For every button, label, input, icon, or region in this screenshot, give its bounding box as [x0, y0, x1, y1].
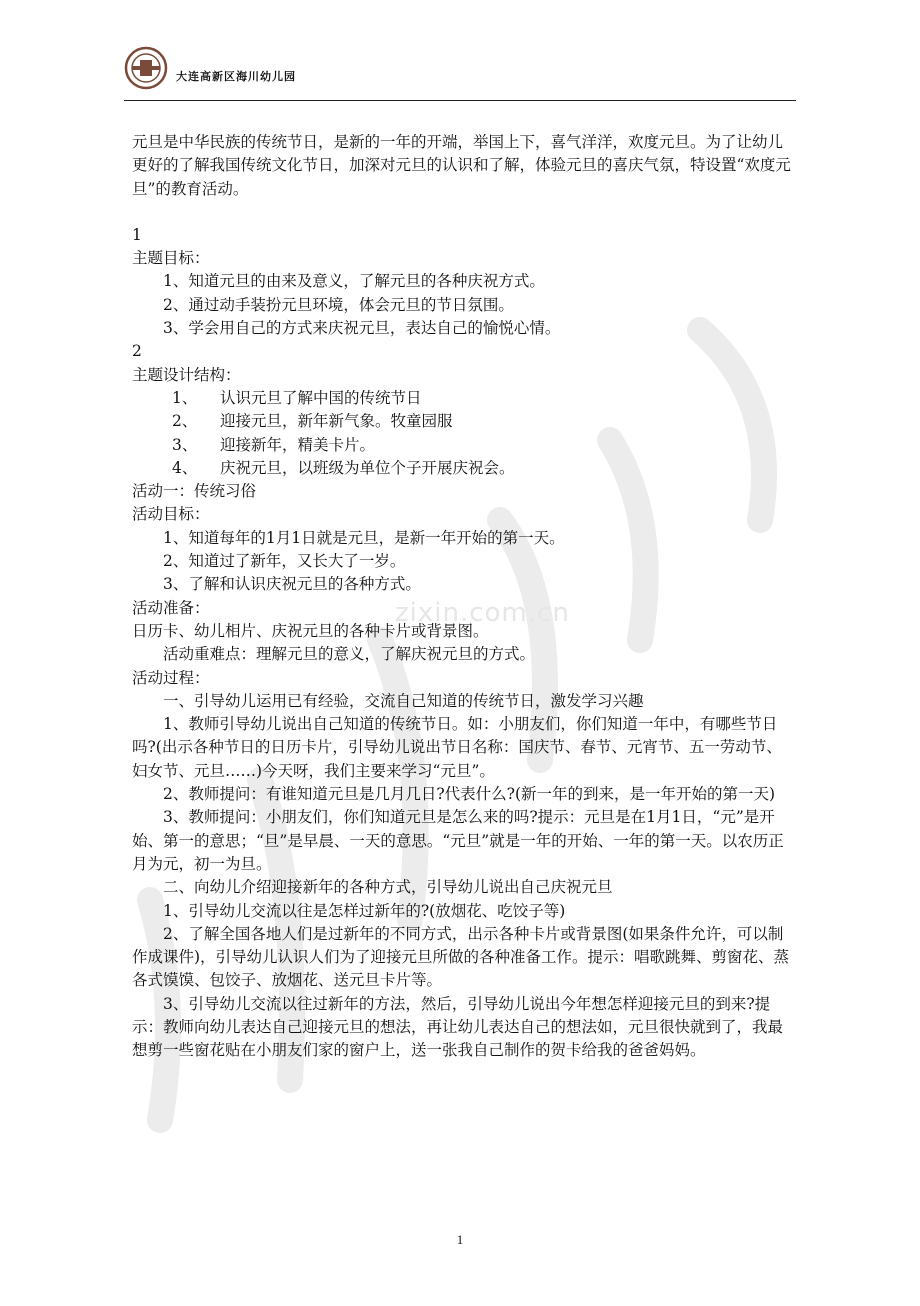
watermark-text: zixin.com.cn — [395, 598, 570, 628]
activity-goal: 3、了解和认识庆祝元旦的各种方式。 — [163, 575, 421, 594]
goal-item: 3、学会用自己的方式来庆祝元旦，表达自己的愉悦心情。 — [163, 319, 561, 338]
process-step: 二、向幼儿介绍迎接新年的各种方式，引导幼儿说出自己庆祝元旦 — [163, 878, 613, 897]
section-heading: 主题设计结构： — [132, 365, 241, 384]
section-heading: 主题目标： — [132, 249, 210, 268]
structure-item — [132, 387, 792, 410]
structure-item-number: 3、 — [172, 435, 198, 454]
activity-goal: 1、知道每年的1月1日就是元旦，是新一年开始的第一天。 — [163, 528, 565, 547]
activity-title: 活动一：传统习俗 — [132, 482, 257, 501]
org-name: 大连高新区海川幼儿园 — [176, 70, 296, 83]
process-step: 1、教师引导幼儿说出自己知道的传统节日。如：小朋友们，你们知道一年中，有哪些节日吗?(出示各种节日的日历卡片，引导幼儿说出节日名称：国庆节、春节、元宵节、五一劳动节、妇女节、元旦……)今天呀，我们主要来学习“元旦”。 — [132, 715, 782, 780]
school-logo-icon — [124, 46, 168, 90]
process-step: 2、教师提问：有谁知道元旦是几月几日?代表什么?(新一年的到来，是一年开始的第一天) — [163, 785, 776, 804]
prep-heading: 活动准备： — [132, 598, 210, 617]
process-step: 2、了解全国各地人们是过新年的不同方式，出示各种卡片或背景图(如果条件允许，可以制作成课件)，引导幼儿认识人们为了迎接元旦所做的各种准备工作。提示：唱歌跳舞、剪窗花、蒸各式馍馍、包饺子、放烟花、送元旦卡片等。 — [132, 924, 790, 990]
difficulty-text: 活动重难点：理解元旦的意义，了解庆祝元旦的方式。 — [163, 645, 536, 664]
section-number: 2 — [132, 342, 142, 361]
structure-item — [132, 410, 792, 433]
process-step: 1、引导幼儿交流以往是怎样过新年的?(放烟花、吃饺子等) — [163, 901, 566, 920]
process-step: 一、引导幼儿运用已有经验，交流自己知道的传统节日，激发学习兴趣 — [163, 691, 644, 710]
structure-item-text: 迎接元旦，新年新气象。牧童园服 — [220, 412, 453, 431]
page-number: 1 — [456, 1232, 464, 1247]
document-body — [132, 131, 792, 1063]
goal-item: 1、知道元旦的由来及意义，了解元旦的各种庆祝方式。 — [163, 272, 545, 291]
activity-goal: 2、知道过了新年，又长大了一岁。 — [163, 552, 406, 571]
structure-item — [132, 457, 792, 480]
structure-item-text: 庆祝元旦，以班级为单位个子开展庆祝会。 — [220, 458, 515, 477]
structure-item-text: 认识元旦了解中国的传统节日 — [220, 388, 422, 407]
structure-item-number: 2、 — [172, 412, 198, 431]
section-number: 1 — [132, 225, 142, 244]
process-step: 3、引导幼儿交流以往过新年的方法，然后，引导幼儿说出今年想怎样迎接元旦的到来?提示：教师向幼儿表达自己迎接元旦的想法，再让幼儿表达自己的想法如，元旦很快就到了，我最想剪一些窗花贴在小朋友们家的窗户上，送一张我自己制作的贺卡给我的爸爸妈妈。 — [132, 994, 784, 1060]
goal-item: 2、通过动手装扮元旦环境，体会元旦的节日氛围。 — [163, 295, 514, 314]
structure-item-number: 4、 — [172, 458, 198, 477]
goals-heading: 活动目标： — [132, 505, 210, 524]
page-header — [124, 46, 796, 101]
intro-paragraph: 元旦是中华民族的传统节日，是新的一年的开端，举国上下，喜气洋洋，欢度元旦。为了让幼儿更好的了解我国传统文化节日，加深对元旦的认识和了解，体验元旦的喜庆气氛，特设置“欢度元旦”的教育活动。 — [132, 133, 791, 198]
structure-item-text: 迎接新年，精美卡片。 — [220, 435, 376, 454]
process-heading: 活动过程： — [132, 668, 210, 687]
structure-item-number: 1、 — [172, 388, 198, 407]
structure-item — [132, 434, 792, 457]
process-step: 3、教师提问：小朋友们，你们知道元旦是怎么来的吗?提示：元旦是在1月1日，“元”是开始、第一的意思；“旦”是早晨、一天的意思。“元旦”就是一年的开始、一年的第一天。以农历正月为元，初一为旦。 — [132, 808, 784, 873]
prep-text: 日历卡、幼儿相片、庆祝元旦的各种卡片或背景图。 — [132, 621, 489, 640]
